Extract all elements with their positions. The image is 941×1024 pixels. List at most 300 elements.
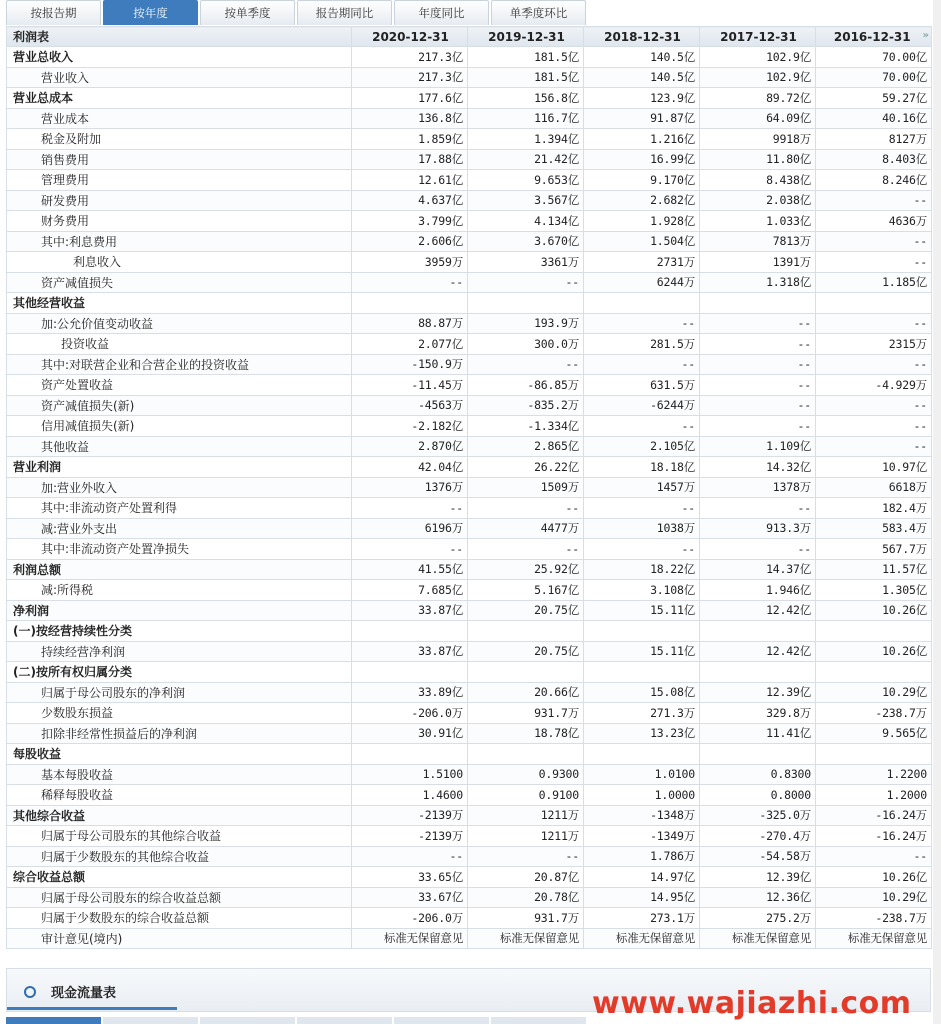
row-value: 102.9亿 (700, 67, 816, 88)
row-label: 其他综合收益 (7, 805, 352, 826)
year-header-label: 2016-12-31 (833, 29, 911, 44)
row-value: 273.1万 (584, 908, 700, 929)
row-value: -16.24万 (816, 805, 932, 826)
row-label: 资产减值损失 (7, 272, 352, 293)
row-value: -- (468, 354, 584, 375)
row-value: 631.5万 (584, 375, 700, 396)
row-value: 12.61亿 (352, 170, 468, 191)
table-body (7, 47, 932, 949)
table-row (7, 826, 932, 847)
row-value: 6196万 (352, 518, 468, 539)
table-row (7, 231, 932, 252)
table-row (7, 108, 932, 129)
row-value: 2.606亿 (352, 231, 468, 252)
table-row (7, 498, 932, 519)
row-value: 33.89亿 (352, 682, 468, 703)
row-value: 2.682亿 (584, 190, 700, 211)
row-value: 12.42亿 (700, 600, 816, 621)
row-label: 管理费用 (7, 170, 352, 191)
row-value: -- (816, 313, 932, 334)
tab-1[interactable]: 按年度 (103, 0, 198, 25)
row-value: 3361万 (468, 252, 584, 273)
row-value: 1378万 (700, 477, 816, 498)
row-value: 10.26亿 (816, 867, 932, 888)
row-value: -- (700, 539, 816, 560)
row-value: 102.9亿 (700, 47, 816, 68)
row-value: 7.685亿 (352, 580, 468, 601)
table-row (7, 703, 932, 724)
row-value: 20.75亿 (468, 600, 584, 621)
row-label: 归属于少数股东的其他综合收益 (7, 846, 352, 867)
row-value: 33.87亿 (352, 641, 468, 662)
row-value: 583.4万 (816, 518, 932, 539)
row-value: 40.16亿 (816, 108, 932, 129)
row-value: 1509万 (468, 477, 584, 498)
table-row (7, 416, 932, 437)
row-label: 归属于少数股东的综合收益总额 (7, 908, 352, 929)
row-value: -- (700, 416, 816, 437)
tab-2[interactable]: 按单季度 (200, 0, 295, 25)
cashflow-title: 现金流量表 (51, 986, 117, 1001)
row-value (816, 662, 932, 683)
row-value (584, 662, 700, 683)
row-value: -- (816, 395, 932, 416)
row-value: 3.108亿 (584, 580, 700, 601)
row-value: 70.00亿 (816, 67, 932, 88)
row-value: 1.109亿 (700, 436, 816, 457)
table-row (7, 436, 932, 457)
row-value: 281.5万 (584, 334, 700, 355)
year-header[interactable]: 2018-12-31 (584, 27, 700, 47)
row-value: 1.305亿 (816, 580, 932, 601)
table-row (7, 600, 932, 621)
row-value: -- (584, 498, 700, 519)
row-value: 33.65亿 (352, 867, 468, 888)
row-value: 329.8万 (700, 703, 816, 724)
row-value: 1.859亿 (352, 129, 468, 150)
row-value: 15.11亿 (584, 641, 700, 662)
row-value: 275.2万 (700, 908, 816, 929)
row-value: 33.67亿 (352, 887, 468, 908)
table-row (7, 887, 932, 908)
row-value: 10.26亿 (816, 600, 932, 621)
row-value: 5.167亿 (468, 580, 584, 601)
row-label: 利息收入 (7, 252, 352, 273)
row-value: 9.565亿 (816, 723, 932, 744)
row-value: 1038万 (584, 518, 700, 539)
page-scrollbar[interactable] (933, 0, 941, 1024)
row-value: 标准无保留意见 (352, 928, 468, 949)
tab-4[interactable]: 年度同比 (394, 0, 489, 25)
year-header[interactable]: 2020-12-31 (352, 27, 468, 47)
row-value: 12.39亿 (700, 682, 816, 703)
table-row (7, 682, 932, 703)
row-value: 2.077亿 (352, 334, 468, 355)
row-value: 20.75亿 (468, 641, 584, 662)
row-value: 1.504亿 (584, 231, 700, 252)
row-label: 归属于母公司股东的净利润 (7, 682, 352, 703)
row-value: 193.9万 (468, 313, 584, 334)
row-value: 13.23亿 (584, 723, 700, 744)
row-value: 20.87亿 (468, 867, 584, 888)
row-value: 9.653亿 (468, 170, 584, 191)
row-value: 0.8000 (700, 785, 816, 806)
row-value: 567.7万 (816, 539, 932, 560)
row-value: 931.7万 (468, 908, 584, 929)
row-label: 综合收益总额 (7, 867, 352, 888)
row-value: 1.946亿 (700, 580, 816, 601)
row-label: 其中:利息费用 (7, 231, 352, 252)
row-label: 营业成本 (7, 108, 352, 129)
row-value (700, 662, 816, 683)
row-value: 10.29亿 (816, 887, 932, 908)
row-label: 减:所得税 (7, 580, 352, 601)
row-value: 89.72亿 (700, 88, 816, 109)
row-value (816, 621, 932, 642)
row-value: 1457万 (584, 477, 700, 498)
table-row (7, 744, 932, 765)
table-row (7, 641, 932, 662)
row-value: 64.09亿 (700, 108, 816, 129)
row-value: -206.0万 (352, 908, 468, 929)
row-value: 0.9300 (468, 764, 584, 785)
table-row (7, 190, 932, 211)
row-value (816, 293, 932, 314)
table-row (7, 170, 932, 191)
row-label: (一)按经营持续性分类 (7, 621, 352, 642)
row-value: 10.97亿 (816, 457, 932, 478)
row-value: 1.928亿 (584, 211, 700, 232)
row-value (468, 293, 584, 314)
row-value: -238.7万 (816, 908, 932, 929)
year-header[interactable] (816, 27, 932, 47)
row-value: 3959万 (352, 252, 468, 273)
row-label: 信用减值损失(新) (7, 416, 352, 437)
row-value: 0.9100 (468, 785, 584, 806)
row-value: -- (816, 190, 932, 211)
table-row (7, 252, 932, 273)
row-value: 42.04亿 (352, 457, 468, 478)
row-value: 2731万 (584, 252, 700, 273)
row-label: 其中:对联营企业和合营企业的投资收益 (7, 354, 352, 375)
row-label: 归属于母公司股东的综合收益总额 (7, 887, 352, 908)
row-label: 资产处置收益 (7, 375, 352, 396)
row-value: 1.394亿 (468, 129, 584, 150)
table-row (7, 334, 932, 355)
row-value: -- (816, 231, 932, 252)
row-value: 10.29亿 (816, 682, 932, 703)
row-value: -2139万 (352, 805, 468, 826)
year-header[interactable]: 2019-12-31 (468, 27, 584, 47)
row-value: 12.42亿 (700, 641, 816, 662)
row-value: -- (700, 313, 816, 334)
row-value: 2.105亿 (584, 436, 700, 457)
row-value: 18.78亿 (468, 723, 584, 744)
row-value: -- (700, 354, 816, 375)
row-label: 审计意见(境内) (7, 928, 352, 949)
row-value: -- (584, 539, 700, 560)
cashflow-tabs-partial (6, 1017, 586, 1024)
row-value: 2.870亿 (352, 436, 468, 457)
row-label: 营业收入 (7, 67, 352, 88)
tab-3[interactable]: 报告期同比 (297, 0, 392, 25)
row-value: -238.7万 (816, 703, 932, 724)
table-row (7, 272, 932, 293)
row-value (352, 293, 468, 314)
row-value: 15.08亿 (584, 682, 700, 703)
table-row (7, 354, 932, 375)
row-value: 8127万 (816, 129, 932, 150)
row-value: -206.0万 (352, 703, 468, 724)
row-value: 177.6亿 (352, 88, 468, 109)
row-value: 2315万 (816, 334, 932, 355)
row-label: 税金及附加 (7, 129, 352, 150)
row-value: 8.403亿 (816, 149, 932, 170)
row-value: 182.4万 (816, 498, 932, 519)
watermark: www.wajiazhi.com (592, 986, 912, 1021)
row-label: 销售费用 (7, 149, 352, 170)
income-statement-table (6, 26, 932, 949)
row-value: 913.3万 (700, 518, 816, 539)
cashflow-tab[interactable] (394, 1017, 489, 1024)
row-value: -- (468, 272, 584, 293)
row-label: 其他经营收益 (7, 293, 352, 314)
cashflow-tab[interactable] (103, 1017, 198, 1024)
row-value: -- (468, 846, 584, 867)
row-value: 0.8300 (700, 764, 816, 785)
row-value: 1.2200 (816, 764, 932, 785)
row-label: 财务费用 (7, 211, 352, 232)
table-row (7, 908, 932, 929)
row-value: 181.5亿 (468, 67, 584, 88)
row-value: 1376万 (352, 477, 468, 498)
row-value: -835.2万 (468, 395, 584, 416)
row-value: -- (816, 354, 932, 375)
row-value: -1.334亿 (468, 416, 584, 437)
table-row (7, 805, 932, 826)
row-value: 20.78亿 (468, 887, 584, 908)
row-label: 研发费用 (7, 190, 352, 211)
row-value: 标准无保留意见 (816, 928, 932, 949)
row-label: 投资收益 (7, 334, 352, 355)
row-value: 217.3亿 (352, 47, 468, 68)
cashflow-tab[interactable] (491, 1017, 586, 1024)
row-value: 18.18亿 (584, 457, 700, 478)
row-value: -11.45万 (352, 375, 468, 396)
row-value: 4.134亿 (468, 211, 584, 232)
table-row (7, 67, 932, 88)
row-value: 156.8亿 (468, 88, 584, 109)
cashflow-tab[interactable] (6, 1017, 101, 1024)
row-value: -- (816, 416, 932, 437)
row-value (468, 621, 584, 642)
circle-bullet-icon (24, 986, 36, 998)
row-label: 每股收益 (7, 744, 352, 765)
row-value: -- (584, 313, 700, 334)
row-value: 1.0000 (584, 785, 700, 806)
row-value (468, 662, 584, 683)
row-value: -270.4万 (700, 826, 816, 847)
row-value: -6244万 (584, 395, 700, 416)
table-row (7, 211, 932, 232)
row-value: -- (816, 846, 932, 867)
row-label: 其中:非流动资产处置净损失 (7, 539, 352, 560)
table-row (7, 539, 932, 560)
row-value: -- (700, 395, 816, 416)
row-label: 减:营业外支出 (7, 518, 352, 539)
row-value: 11.57亿 (816, 559, 932, 580)
table-row (7, 518, 932, 539)
row-value (700, 293, 816, 314)
row-value: -- (700, 334, 816, 355)
row-value: 4636万 (816, 211, 932, 232)
row-value: -4.929万 (816, 375, 932, 396)
row-value: 1211万 (468, 826, 584, 847)
table-row (7, 621, 932, 642)
table-title: 利润表 (7, 27, 352, 47)
row-value: 15.11亿 (584, 600, 700, 621)
table-row (7, 293, 932, 314)
row-value: 2.038亿 (700, 190, 816, 211)
row-value: 12.36亿 (700, 887, 816, 908)
row-value: -- (816, 436, 932, 457)
row-value: -86.85万 (468, 375, 584, 396)
cashflow-tab[interactable] (297, 1017, 392, 1024)
row-label: 利润总额 (7, 559, 352, 580)
row-value: -16.24万 (816, 826, 932, 847)
row-value: 3.670亿 (468, 231, 584, 252)
row-value: 41.55亿 (352, 559, 468, 580)
table-row (7, 928, 932, 949)
row-value: -- (352, 539, 468, 560)
table-row (7, 375, 932, 396)
row-value: 1391万 (700, 252, 816, 273)
row-value: -- (352, 498, 468, 519)
row-label: (二)按所有权归属分类 (7, 662, 352, 683)
row-value: 6244万 (584, 272, 700, 293)
row-value: 33.87亿 (352, 600, 468, 621)
row-value: 88.87万 (352, 313, 468, 334)
row-value: 181.5亿 (468, 47, 584, 68)
row-label: 扣除非经常性损益后的净利润 (7, 723, 352, 744)
year-header[interactable]: 2017-12-31 (700, 27, 816, 47)
row-value: 标准无保留意见 (468, 928, 584, 949)
row-value (352, 621, 468, 642)
row-value: 10.26亿 (816, 641, 932, 662)
row-label: 稀释每股收益 (7, 785, 352, 806)
row-value: 4477万 (468, 518, 584, 539)
table-row (7, 477, 932, 498)
row-value: 136.8亿 (352, 108, 468, 129)
row-label: 净利润 (7, 600, 352, 621)
row-value: -- (468, 539, 584, 560)
row-value: 3.567亿 (468, 190, 584, 211)
row-label: 归属于母公司股东的其他综合收益 (7, 826, 352, 847)
row-value: 14.95亿 (584, 887, 700, 908)
row-value: 6618万 (816, 477, 932, 498)
row-value: 18.22亿 (584, 559, 700, 580)
section-accent-line (7, 1007, 177, 1010)
row-value: 1.5100 (352, 764, 468, 785)
row-value (352, 744, 468, 765)
row-value: 217.3亿 (352, 67, 468, 88)
row-value: -- (816, 252, 932, 273)
row-value: 70.00亿 (816, 47, 932, 68)
row-value (700, 621, 816, 642)
row-value: 2.865亿 (468, 436, 584, 457)
row-value: 1.4600 (352, 785, 468, 806)
row-value: 3.799亿 (352, 211, 468, 232)
row-value: 1.033亿 (700, 211, 816, 232)
cashflow-tab[interactable] (200, 1017, 295, 1024)
row-value: 标准无保留意见 (584, 928, 700, 949)
tab-0[interactable]: 按报告期 (6, 0, 101, 25)
row-value (584, 621, 700, 642)
row-value: -150.9万 (352, 354, 468, 375)
row-label: 少数股东损益 (7, 703, 352, 724)
row-value: 12.39亿 (700, 867, 816, 888)
row-value: -2.182亿 (352, 416, 468, 437)
row-label: 营业总成本 (7, 88, 352, 109)
tab-5[interactable]: 单季度环比 (491, 0, 586, 25)
row-value: 16.99亿 (584, 149, 700, 170)
table-row (7, 764, 932, 785)
row-value: 300.0万 (468, 334, 584, 355)
row-label: 加:营业外收入 (7, 477, 352, 498)
row-value: 30.91亿 (352, 723, 468, 744)
row-value: 1.786万 (584, 846, 700, 867)
row-value: 14.37亿 (700, 559, 816, 580)
row-value: -4563万 (352, 395, 468, 416)
row-value: 1.318亿 (700, 272, 816, 293)
row-value: 1211万 (468, 805, 584, 826)
table-header-row (7, 27, 932, 47)
table-row (7, 395, 932, 416)
row-value (468, 744, 584, 765)
row-value: -325.0万 (700, 805, 816, 826)
row-label: 持续经营净利润 (7, 641, 352, 662)
row-value: 1.0100 (584, 764, 700, 785)
row-value: 25.92亿 (468, 559, 584, 580)
table-row (7, 662, 932, 683)
row-label: 其中:非流动资产处置利得 (7, 498, 352, 519)
more-columns-icon[interactable]: » (922, 29, 929, 41)
row-value: -- (352, 272, 468, 293)
table-row (7, 88, 932, 109)
row-value: -- (584, 416, 700, 437)
row-value: 26.22亿 (468, 457, 584, 478)
table-row (7, 47, 932, 68)
row-value: 271.3万 (584, 703, 700, 724)
table-row (7, 149, 932, 170)
row-value (584, 293, 700, 314)
table-row (7, 580, 932, 601)
row-value: -- (468, 498, 584, 519)
row-value: 20.66亿 (468, 682, 584, 703)
table-row (7, 785, 932, 806)
row-value: 8.246亿 (816, 170, 932, 191)
row-value: 标准无保留意见 (700, 928, 816, 949)
row-value (816, 744, 932, 765)
row-value: 140.5亿 (584, 67, 700, 88)
row-label: 基本每股收益 (7, 764, 352, 785)
row-label: 营业总收入 (7, 47, 352, 68)
row-value: 17.88亿 (352, 149, 468, 170)
table-row (7, 559, 932, 580)
row-value: 21.42亿 (468, 149, 584, 170)
table-row (7, 313, 932, 334)
row-value: -2139万 (352, 826, 468, 847)
